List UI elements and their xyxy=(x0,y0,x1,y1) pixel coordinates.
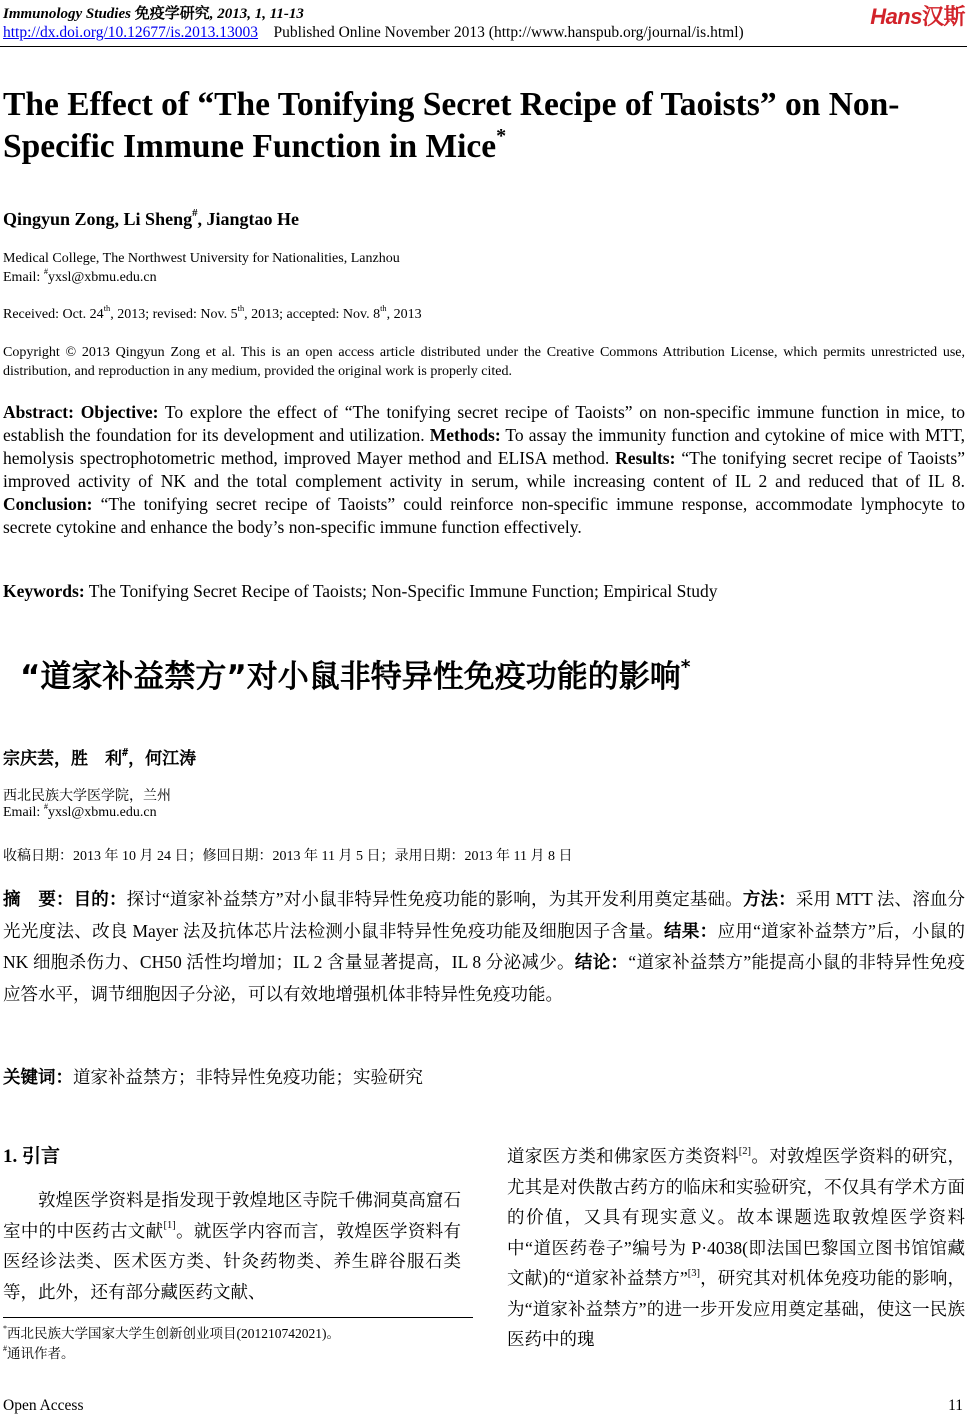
objective-text: To explore the effect of “The tonifying secret recipe of Taoists” on non-specific immune function in mice, to establish the foundation for its development and utilization. xyxy=(3,402,965,445)
chinese-email-address: yxsl@xbmu.edu.cn xyxy=(48,805,157,820)
revised-date: , 2013; revised: Nov. 5 xyxy=(110,307,238,322)
received-sup: th xyxy=(103,304,111,314)
keywords-text: The Tonifying Secret Recipe of Taoists; Non-Specific Immune Function; Empirical Study xyxy=(84,581,718,601)
footnote-funding xyxy=(3,1322,340,1342)
publisher-logo xyxy=(870,0,965,31)
chinese-title-text: “道家补益禁方”对小鼠非特异性免疫功能的影响 xyxy=(20,659,681,695)
footnote-text-2: 通讯作者。 xyxy=(7,1346,75,1361)
chinese-methods-label: 方法： xyxy=(742,890,796,910)
footer-open-access: Open Access xyxy=(3,1397,84,1414)
chinese-conclusion-text: “道家补益禁方”能提高小鼠的非特异性免疫应答水平，调节细胞因子分泌，可以有效地增强机体非特异性免疫功能。 xyxy=(3,952,965,1004)
journal-header xyxy=(3,2,304,23)
email-address: yxsl@xbmu.edu.cn xyxy=(48,270,157,285)
conclusion-label: Conclusion: xyxy=(3,494,93,514)
footnote-mark-2: # xyxy=(3,1344,8,1354)
chinese-results-label: 结果： xyxy=(664,921,718,942)
citation-2[interactable]: [2] xyxy=(738,1145,752,1157)
chinese-authors xyxy=(3,744,196,769)
chinese-title xyxy=(20,651,690,696)
chinese-keywords-text: 道家补益禁方；非特异性免疫功能；实验研究 xyxy=(73,1067,423,1087)
accepted-sup: th xyxy=(380,304,387,314)
right-column xyxy=(507,1141,965,1355)
chinese-email-label: Email: xyxy=(3,805,44,820)
header-rule xyxy=(0,46,967,47)
chinese-keywords xyxy=(3,1064,423,1089)
chinese-objective-text: 探讨“道家补益禁方”对小鼠非特异性免疫功能的影响，为其开发利用奠定基础。 xyxy=(126,889,743,909)
chinese-conclusion-label: 结论： xyxy=(574,953,629,973)
footnote-mark-1: * xyxy=(3,1324,8,1334)
accepted-date: , 2013; accepted: Nov. 8 xyxy=(244,307,381,322)
journal-name-cn: 免疫学研究 xyxy=(134,6,210,22)
journal-name: Immunology Studies xyxy=(3,6,131,22)
citation-3[interactable]: [3] xyxy=(687,1267,700,1279)
intro-text-a: 敦煌医学资料是指发现于敦煌地区寺院千佛洞莫高窟石室中的中医药古文献 xyxy=(3,1190,461,1241)
chinese-keywords-label: 关键词： xyxy=(3,1068,73,1088)
chinese-affiliation: 西北民族大学医学院，兰州 xyxy=(3,789,171,804)
keywords-label: Keywords: xyxy=(3,581,85,601)
footnote-text-1: 西北民族大学国家大学生创新创业项目(201210742021)。 xyxy=(7,1326,341,1341)
english-abstract xyxy=(3,401,965,539)
doi-line xyxy=(3,24,744,42)
footnote-corresponding xyxy=(3,1342,75,1362)
chinese-email xyxy=(3,802,157,821)
intro-paragraph xyxy=(3,1185,461,1307)
intro-text-d: 。对敦煌医学资料的研究，尤其是对佚散古药方的临床和实验研究，不仅具有学术方面的价值，又具有现实意义。故本课题选取敦煌医学资料中“道医药卷子”编号为 P·4038(即法国巴黎国立图书馆馆藏文献)的“道家补益禁方” xyxy=(507,1146,966,1288)
chinese-authors-text: 宗庆芸，胜 利 xyxy=(3,749,122,769)
chinese-corresponding-mark: # xyxy=(122,747,129,759)
english-email xyxy=(3,268,157,287)
english-title-text: The Effect of “The Tonifying Secret Recipe of Taoists” on Non-Specific Immune Function in Mice xyxy=(3,86,900,165)
chinese-abstract-label: 摘 要： xyxy=(3,890,74,910)
copyright-notice: Copyright © 2013 Qingyun Zong et al. This is an open access article distributed under the Creative Commons Attribution License, which permits unrestricted use, distribution, and reproduction in any medium, provided the original work is properly cited. xyxy=(3,345,965,379)
chinese-objective-label: 目的： xyxy=(73,890,127,910)
results-text: “The tonifying secret recipe of Taoists” improved activity of NK and the total complement activity in serum, while increasing content of IL 2 and reduced that of IL 8. xyxy=(3,448,965,491)
logo-text: Hans xyxy=(870,4,922,29)
objective-label: Objective: xyxy=(80,402,159,422)
chinese-abstract xyxy=(3,884,965,1009)
left-column xyxy=(3,1185,461,1307)
english-keywords xyxy=(3,580,965,603)
section-title: 引言 xyxy=(22,1145,61,1167)
intro-text-b: 。就医学内容而言，敦煌医学资料有医经诊法类、医术医方类、针灸药物类、养生辟谷服石类等，此外，还有部分藏医药文献、 xyxy=(3,1220,462,1302)
authors-text-rest: , Jiangtao He xyxy=(197,209,299,229)
intro-continued xyxy=(507,1141,965,1355)
intro-text-c: 道家医方类和佛家医方类资料 xyxy=(507,1146,739,1166)
received-date: Received: Oct. 24 xyxy=(3,307,104,322)
revised-sup: th xyxy=(237,304,245,314)
section-heading xyxy=(3,1141,60,1168)
title-footnote-mark: * xyxy=(496,124,507,147)
conclusion-text: “The tonifying secret recipe of Taoists” could reinforce non-specific immune response, accommodate lymphocyte to secrete cytokine and enhance the body’s non-specific immune function effectively. xyxy=(3,494,965,537)
abstract-label: Abstract: xyxy=(3,402,74,422)
published-online: Published Online November 2013 (http://www.hanspub.org/journal/is.html) xyxy=(273,24,744,41)
methods-label: Methods: xyxy=(429,425,501,445)
logo-text-cn: 汉斯 xyxy=(921,4,965,29)
section-number: 1. xyxy=(3,1146,18,1167)
footnote-rule xyxy=(3,1317,473,1318)
email-mark: # xyxy=(43,267,49,277)
corresponding-mark: # xyxy=(192,207,198,220)
doi-link[interactable]: http://dx.doi.org/10.12677/is.2013.13003 xyxy=(3,24,259,41)
accepted-year: , 2013 xyxy=(386,307,422,322)
chinese-authors-rest: ，何江涛 xyxy=(128,749,197,769)
authors-text: Qingyun Zong, Li Sheng xyxy=(3,209,193,229)
english-affiliation: Medical College, The Northwest University for Nationalities, Lanzhou xyxy=(3,251,400,266)
chinese-results-text: 应用“道家补益禁方”后，小鼠的 NK 细胞杀伤力、CH50 活性均增加；IL 2 含量显著提高，IL 8 分泌减少。 xyxy=(3,920,966,972)
chinese-dates: 收稿日期：2013 年 10 月 24 日；修回日期：2013 年 11 月 5 日；录用日期：2013 年 11 月 8 日 xyxy=(3,849,573,864)
english-title xyxy=(3,84,963,168)
results-label: Results: xyxy=(615,448,676,468)
english-authors xyxy=(3,209,299,230)
chinese-email-mark: # xyxy=(43,802,49,812)
citation-1[interactable]: [1] xyxy=(163,1220,176,1232)
english-dates xyxy=(3,305,422,324)
intro-text-e: ，研究其对机体免疫功能的影响，为“道家补益禁方”的进一步开发应用奠定基础，使这一民族医药中的瑰 xyxy=(507,1268,965,1349)
page-number: 11 xyxy=(948,1397,963,1414)
email-label: Email: xyxy=(3,270,44,285)
journal-volume: , 2013, 1, 11-13 xyxy=(209,6,304,22)
chinese-title-mark: * xyxy=(680,656,691,678)
chinese-methods-text: 采用 MTT 法、溶血分光光度法、改良 Mayer 法及抗体芯片法检测小鼠非特异性免疫功能及细胞因子含量。 xyxy=(3,889,966,941)
methods-text: To assay the immunity function and cytokine of mice with MTT, hemolysis spectrophotometric method, improved Mayer method and ELISA method. xyxy=(3,425,965,468)
